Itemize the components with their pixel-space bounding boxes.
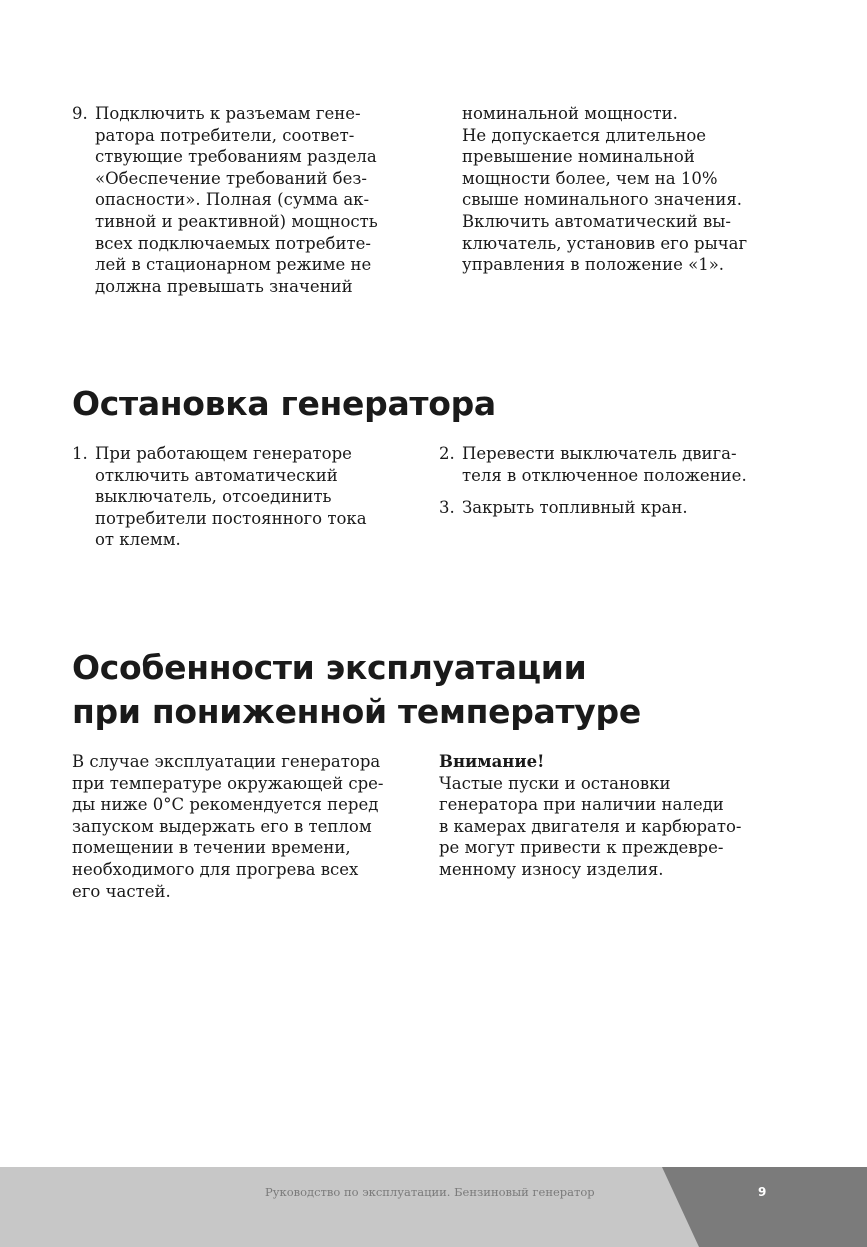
low-temp-paragraph	[72, 751, 412, 902]
item-9-cont-line: свыше номинального значения.	[462, 190, 742, 210]
low-temp-line: необходимого для прогрева всех	[72, 859, 359, 879]
section-title-low-temp-line-1: Особенности эксплуатации	[72, 648, 587, 687]
item-9-continuation	[462, 103, 792, 276]
warning-line: Частые пуски и остановки	[439, 773, 671, 793]
item-9-cont-line: ключатель, установив его рычаг	[462, 233, 748, 253]
stop-item-3-number: 3.	[439, 498, 455, 517]
stop-item-1-line: выключатель, отсоединить	[95, 487, 332, 507]
page-number: 9	[758, 1185, 767, 1199]
item-9-cont-line: номинальной мощности.	[462, 104, 678, 123]
low-temp-line: его частей.	[72, 881, 171, 901]
stop-item-1-line: отключить автоматический	[95, 465, 338, 485]
item-9-line: ствующие требованиям раздела	[95, 147, 377, 167]
item-9-line: «Обеспечение требований без-	[95, 168, 367, 188]
section-title-low-temp-line-2: при пониженной температуре	[72, 692, 641, 731]
warning-block	[439, 751, 799, 881]
stop-item-1-line: потребители постоянного тока	[95, 508, 367, 528]
item-9-line: всех подключаемых потребите-	[95, 233, 371, 253]
item-9-line: ратора потребители, соответ-	[95, 125, 355, 145]
item-9-cont-line: управления в положение «1».	[462, 255, 725, 275]
section-title-stop: Остановка генератора	[72, 384, 496, 423]
low-temp-line: ды ниже 0°C рекомендуется перед	[72, 795, 379, 815]
low-temp-line: помещении в течении времени,	[72, 838, 351, 858]
item-9-cont-line: Включить автоматический вы-	[462, 211, 731, 231]
stop-item-1-line: от клемм.	[95, 530, 181, 550]
stop-item-2-line: Перевести выключатель двига-	[462, 444, 737, 463]
item-9-number: 9.	[72, 104, 88, 123]
item-9-cont-line: Не допускается длительное	[462, 125, 707, 145]
item-9-cont-line: превышение номинальной	[462, 147, 695, 167]
stop-item-3-line: Закрыть топливный кран.	[462, 498, 688, 517]
warning-line: в камерах двигателя и карбюрато-	[439, 816, 742, 836]
stop-item-2	[439, 443, 799, 486]
low-temp-line: при температуре окружающей сре-	[72, 773, 384, 793]
item-9	[72, 103, 412, 297]
footer-title: Руководство по эксплуатации. Бензиновый генератор	[265, 1185, 595, 1199]
item-9-line: лей в стационарном режиме не	[95, 255, 372, 275]
item-9-line: Подключить к разъемам гене-	[95, 104, 361, 123]
item-9-line: должна превышать значений	[95, 276, 353, 296]
item-9-line: тивной и реактивной) мощность	[95, 211, 378, 231]
item-9-cont-line: мощности более, чем на 10%	[462, 168, 718, 188]
warning-line: менному износу изделия.	[439, 859, 664, 879]
stop-item-1-number: 1.	[72, 444, 88, 463]
low-temp-line: запуском выдержать его в теплом	[72, 816, 372, 836]
stop-item-1-line: При работающем генераторе	[95, 444, 352, 463]
stop-item-2-line: теля в отключенное положение.	[462, 465, 747, 485]
stop-item-1	[72, 443, 412, 551]
warning-line: ре могут привести к преждевре-	[439, 838, 724, 858]
item-9-line: опасности». Полная (сумма ак-	[95, 190, 370, 210]
stop-item-3	[439, 497, 799, 519]
warning-title: Внимание!	[439, 752, 545, 771]
low-temp-line: В случае эксплуатации генератора	[72, 752, 381, 771]
warning-line: генератора при наличии наледи	[439, 795, 724, 815]
stop-item-2-number: 2.	[439, 444, 455, 463]
